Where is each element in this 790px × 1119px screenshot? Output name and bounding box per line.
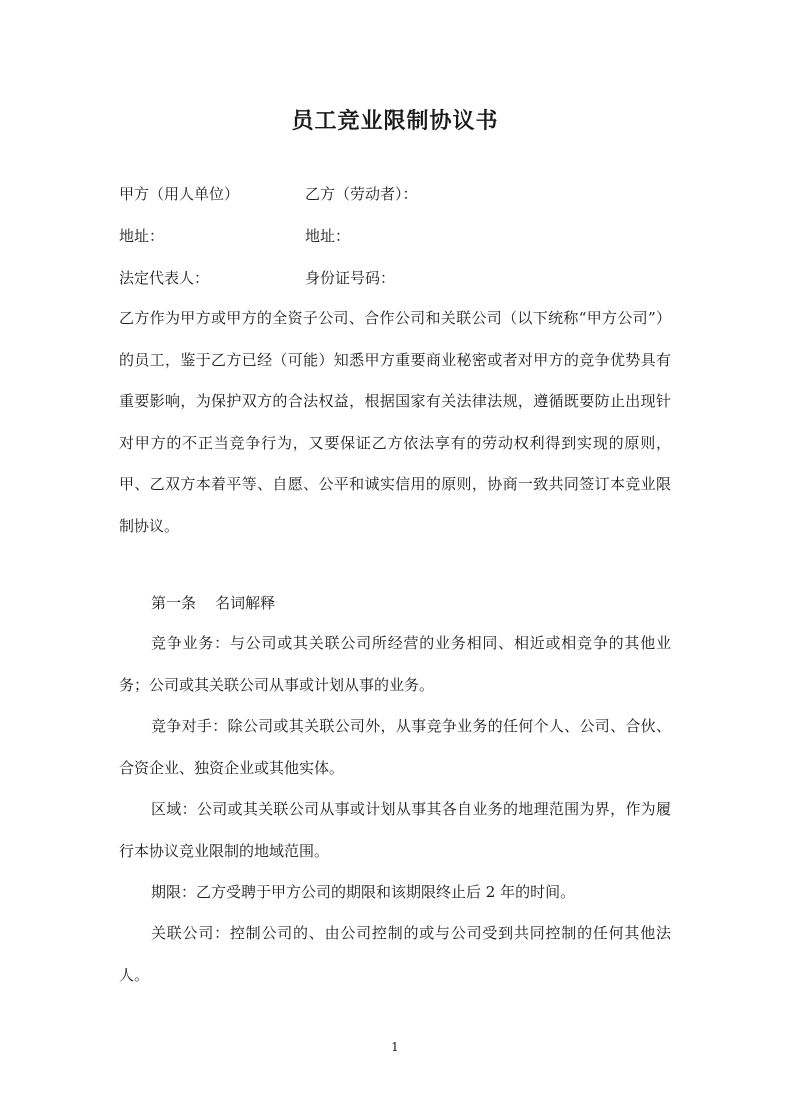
party-a-address-label: 地址：: [119, 227, 165, 245]
party-a-label: 甲方（用人单位）: [119, 185, 240, 203]
id-number-label: 身份证号码：: [305, 269, 396, 287]
party-row-address: [119, 225, 351, 247]
definition-competitive-business: 竞争业务：与公司或其关联公司所经营的业务相同、相近或相竞争的其他业务；公司或其关联公司从事或计划从事的业务。: [119, 634, 671, 694]
legal-representative-label: 法定代表人：: [119, 269, 210, 287]
definition-affiliate: 关联公司：控制公司的、由公司控制的或与公司受到共同控制的任何其他法人。: [119, 924, 671, 984]
party-b-address-label: 地址：: [305, 227, 351, 245]
intro-paragraph: 乙方作为甲方或甲方的全资子公司、合作公司和关联公司（以下统称“甲方公司”）的员工，鉴于乙方已经（可能）知悉甲方重要商业秘密或者对甲方的竞争优势具有重要影响，为保护双方的合法权益，根据国家有关法律法规，遵循既要防止出现针对甲方的不正当竞争行为，又要保证乙方依法享有的劳动权利得到实现的原则，甲、乙双方本着平等、自愿、公平和诚实信用的原则，协商一致共同签订本竞业限制协议。: [119, 309, 671, 535]
definition-term: 期限：乙方受聘于甲方公司的期限和该期限终止后 2 年的时间。: [151, 883, 576, 901]
definition-competitor: 竞争对手：除公司或其关联公司外，从事竞争业务的任何个人、公司、合伙、合资企业、独资企业或其他实体。: [119, 717, 671, 777]
definition-region: 区域：公司或其关联公司从事或计划从事其各自业务的地理范围为界，作为履行本协议竞业限制的地域范围。: [119, 800, 671, 860]
party-b-label: 乙方（劳动者）：: [305, 185, 418, 203]
party-row-parties: [119, 183, 418, 205]
article-heading: 第一条 名词解释: [151, 594, 276, 612]
party-row-representative: [119, 267, 396, 289]
document-title: 员工竞业限制协议书: [291, 108, 499, 134]
page-number: 1: [391, 1040, 399, 1054]
